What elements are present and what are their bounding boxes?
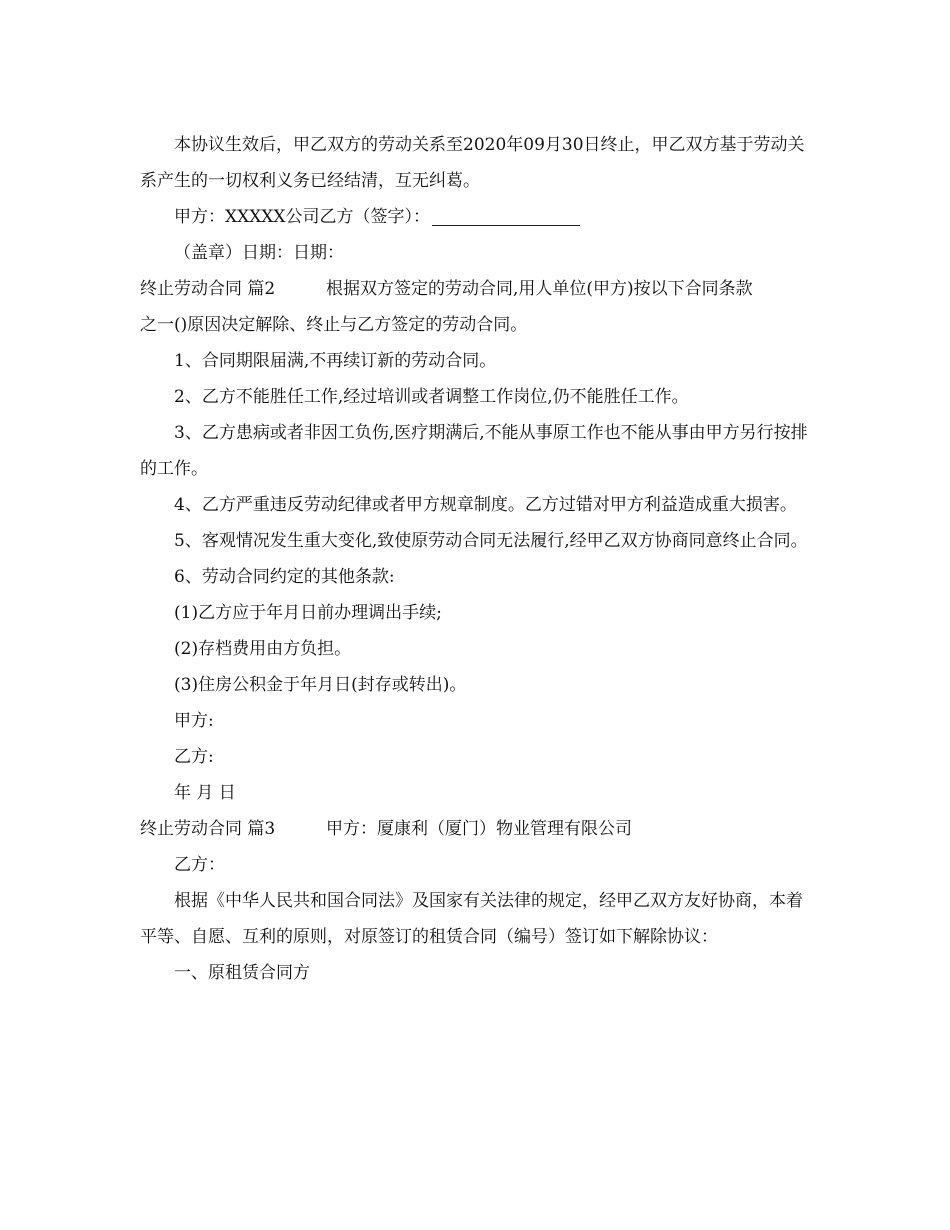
section-3-title: 终止劳动合同 篇3 xyxy=(140,819,276,839)
party-a-label: 甲方: xyxy=(174,711,214,731)
section-3-item: 乙方： xyxy=(174,855,225,875)
section-2-item: 6、劳动合同约定的其他条款: xyxy=(174,567,395,587)
section-3-item: 一、原租赁合同方 xyxy=(174,963,310,983)
section-2-heading xyxy=(140,271,810,307)
section-2-item: 1、合同期限届满,不再续订新的劳动合同。 xyxy=(174,351,497,371)
party-b-label: 乙方: xyxy=(174,747,214,767)
section-2-item: 4、乙方严重违反劳动纪律或者甲方规章制度。乙方过错对甲方利益造成重大损害。 xyxy=(174,495,797,515)
date-label: 年 月 日 xyxy=(174,783,236,803)
section-3-item: 根据《中华人民共和国合同法》及国家有关法律的规定，经甲乙双方友好协商，本着平等、自愿、互利的原则，对原签订的租赁合同（编号）签订如下解除协议： xyxy=(140,891,803,947)
seal-date-line: （盖章）日期：日期： xyxy=(174,243,344,263)
section-2-subitem: (1)乙方应于年月日前办理调出手续; xyxy=(174,603,442,623)
section-3-heading xyxy=(140,811,810,847)
section-2-item: 2、乙方不能胜任工作,经过培训或者调整工作岗位,仍不能胜任工作。 xyxy=(174,387,689,407)
section-2-item: 5、客观情况发生重大变化,致使原劳动合同无法履行,经甲乙双方协商同意终止合同。 xyxy=(174,531,808,551)
section-2-intro-rest: 之一()原因决定解除、终止与乙方签定的劳动合同。 xyxy=(140,315,528,335)
termination-paragraph: 本协议生效后，甲乙双方的劳动关系至2020年09月30日终止，甲乙双方基于劳动关系产生的一切权利义务已经结清，互无纠葛。 xyxy=(140,135,805,191)
section-2-intro-first: 根据双方签定的劳动合同,用人单位(甲方)按以下合同条款 xyxy=(326,279,753,299)
signature-line xyxy=(140,199,810,235)
signature-blank xyxy=(432,205,580,226)
section-3-intro-first: 甲方：厦康利（厦门）物业管理有限公司 xyxy=(326,819,632,839)
section-2-item: 3、乙方患病或者非因工负伤,医疗期满后,不能从事原工作也不能从事由甲方另行按排的工作。 xyxy=(140,423,808,479)
section-2-title: 终止劳动合同 篇2 xyxy=(140,279,276,299)
signature-line-text: 甲方：XXXXX公司乙方（签字）： xyxy=(174,207,431,227)
document-body xyxy=(140,127,810,991)
section-2-subitem: (3)住房公积金于年月日(封存或转出)。 xyxy=(174,675,467,695)
section-2-subitem: (2)存档费用由方负担。 xyxy=(174,639,352,659)
